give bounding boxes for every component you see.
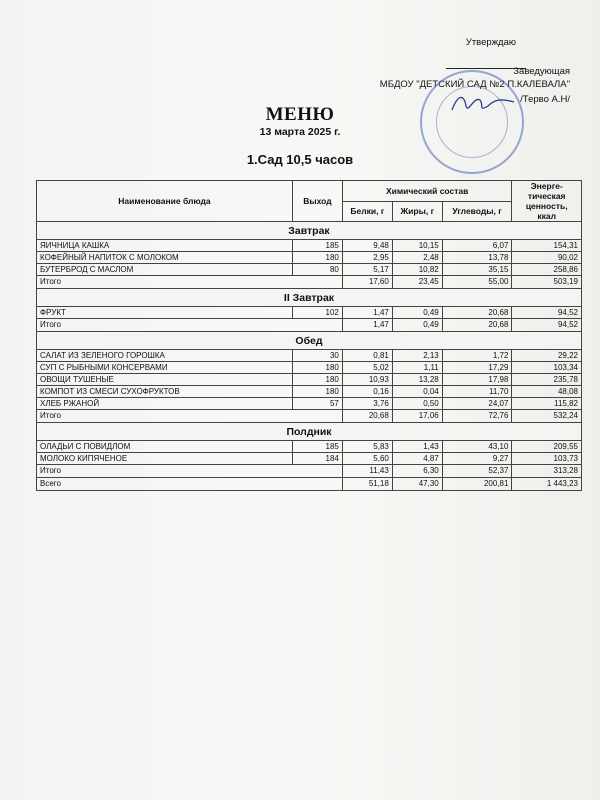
dish-output: 30 [292, 350, 342, 362]
section-title: Завтрак [37, 222, 582, 240]
section-row [37, 222, 582, 240]
dish-energy: 103,73 [512, 453, 582, 465]
table-header-row [37, 181, 582, 202]
dish-output: 180 [292, 252, 342, 264]
dish-carbs: 11,70 [442, 386, 512, 398]
menu-table-body [37, 222, 582, 491]
total-protein: 20,68 [342, 410, 392, 423]
total-row [37, 410, 582, 423]
dish-output: 184 [292, 453, 342, 465]
total-row [37, 276, 582, 289]
dish-protein: 2,95 [342, 252, 392, 264]
dish-name: ФРУКТ [37, 307, 293, 319]
total-energy: 532,24 [512, 410, 582, 423]
header-energy: Энерге-тическая ценность, ккал [512, 181, 582, 222]
table-row [37, 398, 582, 410]
dish-name: ОВОЩИ ТУШЕНЫЕ [37, 374, 293, 386]
dish-fat: 10,82 [392, 264, 442, 276]
total-protein: 17,60 [342, 276, 392, 289]
dish-energy: 235,78 [512, 374, 582, 386]
dish-fat: 1,43 [392, 441, 442, 453]
dish-name: ОЛАДЬИ С ПОВИДЛОМ [37, 441, 293, 453]
group-heading: 1.Сад 10,5 часов [246, 152, 354, 167]
dish-output: 180 [292, 362, 342, 374]
dish-carbs: 35,15 [442, 264, 512, 276]
total-protein: 11,43 [342, 465, 392, 478]
total-carbs: 72,76 [442, 410, 512, 423]
table-row [37, 350, 582, 362]
dish-energy: 103,34 [512, 362, 582, 374]
header-chemical-composition: Химический состав [342, 181, 512, 202]
dish-energy: 90,02 [512, 252, 582, 264]
table-row [37, 240, 582, 252]
dish-fat: 4,87 [392, 453, 442, 465]
dish-carbs: 6,07 [442, 240, 512, 252]
total-carbs: 20,68 [442, 319, 512, 332]
section-row [37, 332, 582, 350]
grand-total-carbs: 200,81 [442, 478, 512, 491]
section-title: Полдник [37, 423, 582, 441]
header-fat: Жиры, г [392, 201, 442, 222]
dish-output: 185 [292, 240, 342, 252]
dish-energy: 94,52 [512, 307, 582, 319]
total-label: Итого [37, 276, 343, 289]
dish-protein: 5,02 [342, 362, 392, 374]
dish-protein: 0,81 [342, 350, 392, 362]
dish-carbs: 43,10 [442, 441, 512, 453]
dish-energy: 29,22 [512, 350, 582, 362]
dish-fat: 1,11 [392, 362, 442, 374]
dish-carbs: 1,72 [442, 350, 512, 362]
dish-name: БУТЕРБРОД С МАСЛОМ [37, 264, 293, 276]
dish-name: СУП С РЫБНЫМИ КОНСЕРВАМИ [37, 362, 293, 374]
organization-name: МБДОУ "ДЕТСКИЙ САД №2 П.КАЛЕВАЛА" [379, 79, 570, 90]
dish-output: 185 [292, 441, 342, 453]
approve-label: Утверждаю [465, 37, 516, 48]
dish-output: 180 [292, 386, 342, 398]
total-label: Итого [37, 465, 343, 478]
dish-name: КОФЕЙНЫЙ НАПИТОК С МОЛОКОМ [37, 252, 293, 264]
grand-total-fat: 47,30 [392, 478, 442, 491]
total-fat: 23,45 [392, 276, 442, 289]
dish-name: ХЛЕБ РЖАНОЙ [37, 398, 293, 410]
total-energy: 94,52 [512, 319, 582, 332]
section-title: II Завтрак [37, 289, 582, 307]
dish-name: ЯИЧНИЦА КАШКА [37, 240, 293, 252]
grand-total-row [37, 478, 582, 491]
dish-carbs: 17,98 [442, 374, 512, 386]
dish-protein: 0,16 [342, 386, 392, 398]
dish-carbs: 9,27 [442, 453, 512, 465]
dish-protein: 9,48 [342, 240, 392, 252]
total-protein: 1,47 [342, 319, 392, 332]
table-row [37, 441, 582, 453]
header-dish-name: Наименование блюда [37, 181, 293, 222]
dish-energy: 209,55 [512, 441, 582, 453]
dish-carbs: 24,07 [442, 398, 512, 410]
dish-output: 80 [292, 264, 342, 276]
total-fat: 6,30 [392, 465, 442, 478]
dish-energy: 154,31 [512, 240, 582, 252]
dish-carbs: 13,78 [442, 252, 512, 264]
dish-output: 180 [292, 374, 342, 386]
dish-energy: 48,08 [512, 386, 582, 398]
dish-protein: 3,76 [342, 398, 392, 410]
total-label: Итого [37, 319, 343, 332]
dish-protein: 1,47 [342, 307, 392, 319]
menu-table [36, 180, 582, 491]
dish-fat: 2,13 [392, 350, 442, 362]
document-date: 13 марта 2025 г. [259, 126, 341, 138]
total-label: Итого [37, 410, 343, 423]
dish-energy: 115,82 [512, 398, 582, 410]
dish-name: КОМПОТ ИЗ СМЕСИ СУХОФРУКТОВ [37, 386, 293, 398]
dish-fat: 0,04 [392, 386, 442, 398]
header-carbs: Углеводы, г [442, 201, 512, 222]
total-energy: 503,19 [512, 276, 582, 289]
table-row [37, 362, 582, 374]
signatory-name: /Терво А.Н/ [520, 94, 570, 105]
dish-carbs: 20,68 [442, 307, 512, 319]
dish-fat: 10,15 [392, 240, 442, 252]
signature-line [446, 68, 526, 69]
section-title: Обед [37, 332, 582, 350]
approver-position: Заведующая [513, 66, 570, 77]
dish-protein: 10,93 [342, 374, 392, 386]
table-row [37, 386, 582, 398]
total-row [37, 465, 582, 478]
document-title: МЕНЮ [265, 104, 335, 125]
header-protein: Белки, г [342, 201, 392, 222]
dish-name: МОЛОКО КИПЯЧЕНОЕ [37, 453, 293, 465]
table-row [37, 252, 582, 264]
dish-fat: 0,49 [392, 307, 442, 319]
dish-fat: 2,48 [392, 252, 442, 264]
section-row [37, 289, 582, 307]
header-output: Выход [292, 181, 342, 222]
table-row [37, 264, 582, 276]
table-row [37, 453, 582, 465]
dish-fat: 13,28 [392, 374, 442, 386]
dish-protein: 5,60 [342, 453, 392, 465]
total-energy: 313,28 [512, 465, 582, 478]
dish-protein: 5,83 [342, 441, 392, 453]
dish-fat: 0,50 [392, 398, 442, 410]
grand-total-energy: 1 443,23 [512, 478, 582, 491]
total-carbs: 55,00 [442, 276, 512, 289]
grand-total-label: Всего [37, 478, 343, 491]
table-row [37, 374, 582, 386]
dish-output: 102 [292, 307, 342, 319]
total-fat: 0,49 [392, 319, 442, 332]
dish-protein: 5,17 [342, 264, 392, 276]
dish-name: САЛАТ ИЗ ЗЕЛЕНОГО ГОРОШКА [37, 350, 293, 362]
dish-output: 57 [292, 398, 342, 410]
dish-energy: 258,86 [512, 264, 582, 276]
table-row [37, 307, 582, 319]
total-fat: 17,06 [392, 410, 442, 423]
section-row [37, 423, 582, 441]
grand-total-protein: 51,18 [342, 478, 392, 491]
total-carbs: 52,37 [442, 465, 512, 478]
dish-carbs: 17,29 [442, 362, 512, 374]
total-row [37, 319, 582, 332]
